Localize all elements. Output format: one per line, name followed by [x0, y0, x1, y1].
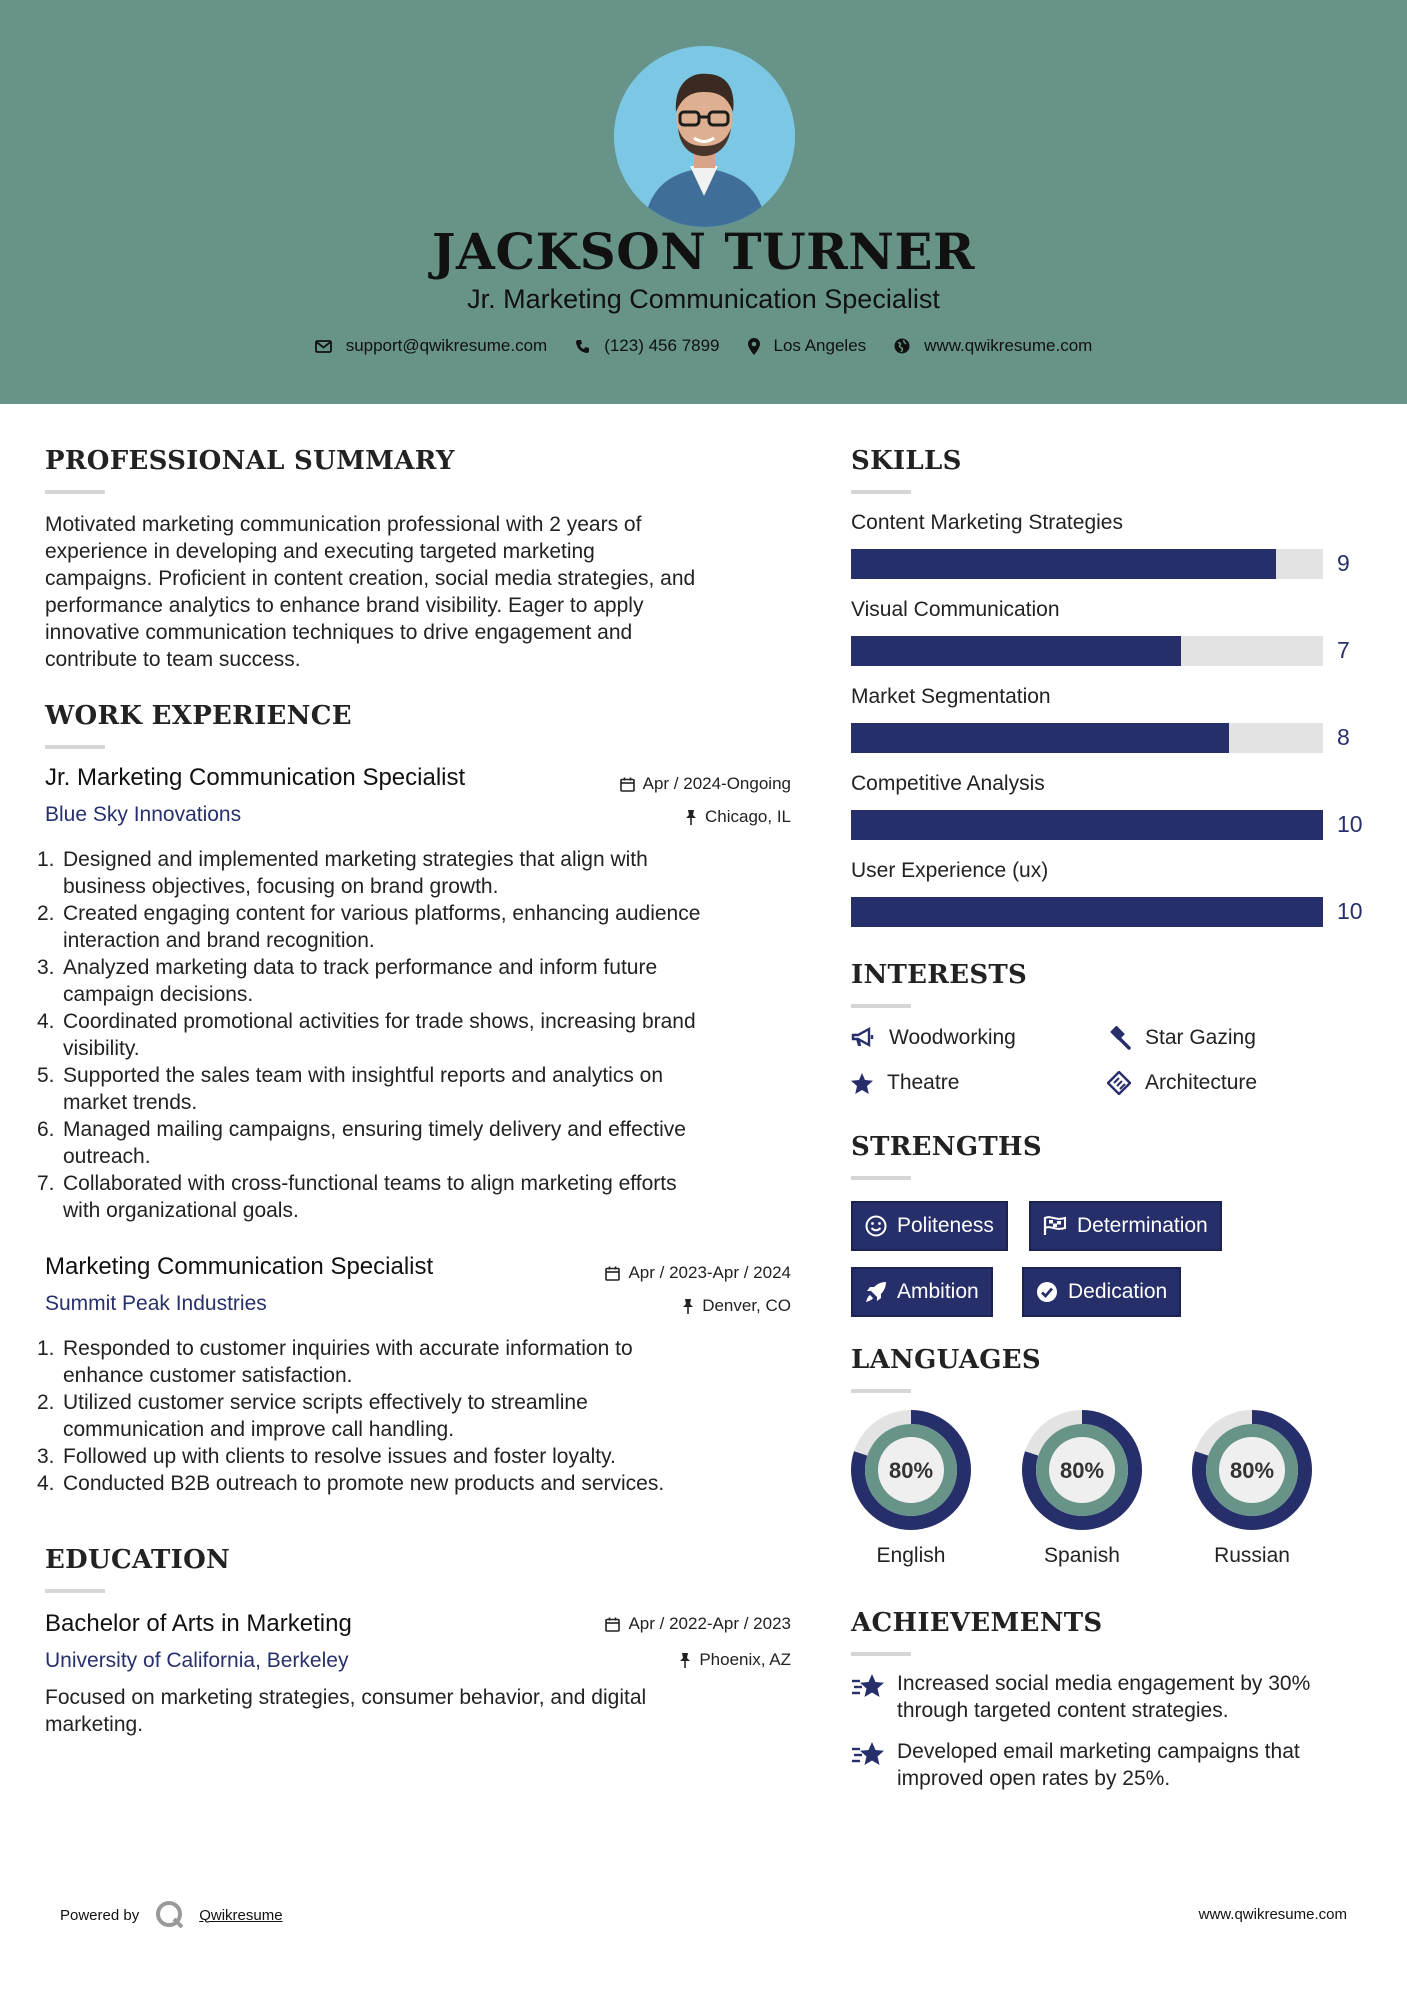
job-bullets [37, 1335, 805, 1497]
list-line: business objectives, focusing on brand growth. [63, 875, 499, 898]
contact-website-text: www.qwikresume.com [924, 336, 1093, 355]
skill-value: 7 [1337, 637, 1350, 663]
map-pin-icon [748, 338, 760, 355]
phone-icon [575, 339, 590, 354]
list-line: visibility. [63, 1037, 140, 1060]
calendar-icon [605, 1266, 620, 1281]
summary-line: performance analytics to enhance brand visibility. Eager to apply [45, 594, 644, 617]
job-dates [500, 1263, 791, 1283]
globe-icon [894, 338, 910, 354]
list-number: 7. [37, 1172, 55, 1195]
candidate-name: JACKSON TURNER [431, 222, 976, 281]
list-line: Analyzed marketing data to track performance and inform future [63, 956, 658, 979]
interests-underline [851, 1004, 911, 1008]
education-dates-text: Apr / 2022-Apr / 2023 [628, 1614, 791, 1633]
job-dates [500, 774, 791, 794]
calendar-icon [605, 1617, 620, 1632]
smile-icon [865, 1215, 887, 1237]
job-dates-text: Apr / 2024-Ongoing [642, 774, 791, 793]
education-line: Focused on marketing strategies, consumer behavior, and digital [45, 1686, 647, 1709]
interests-heading: INTERESTS [851, 960, 1028, 990]
pushpin-icon [685, 809, 697, 825]
summary-heading: PROFESSIONAL SUMMARY [45, 446, 455, 476]
qwikresume-logo-icon [155, 1900, 185, 1930]
contact-location-text: Los Angeles [773, 336, 867, 355]
list-number: 6. [37, 1118, 55, 1141]
list-line: Followed up with clients to resolve issues and foster loyalty. [63, 1445, 616, 1468]
achievement-item [851, 1670, 1371, 1724]
skills-underline [851, 490, 911, 494]
list-line: Coordinated promotional activities for trade shows, increasing brand [63, 1010, 696, 1033]
contact-email[interactable] [315, 336, 548, 356]
list-line: Responded to customer inquiries with accurate information to [63, 1337, 633, 1360]
footer-powered-by [60, 1900, 283, 1930]
skill-value: 9 [1337, 550, 1350, 576]
list-number: 2. [37, 1391, 55, 1414]
degree-title: Bachelor of Arts in Marketing [45, 1610, 352, 1637]
summary-underline [45, 490, 105, 494]
interest-label: Theatre [887, 1071, 960, 1094]
list-line: interaction and brand recognition. [63, 929, 375, 952]
list-item [37, 954, 805, 1008]
summary-line: campaigns. Proficient in content creation, social media strategies, and [45, 567, 696, 590]
list-item [37, 846, 805, 900]
contact-website[interactable] [894, 336, 1092, 356]
skill-bar-track [851, 636, 1323, 666]
interest-item [851, 1026, 1016, 1050]
job-location-text: Chicago, IL [705, 807, 791, 826]
list-number: 1. [37, 848, 55, 871]
skills-heading: SKILLS [851, 446, 962, 476]
skill-label: Content Marketing Strategies [851, 511, 1123, 534]
education-location-text: Phoenix, AZ [699, 1650, 791, 1669]
job-bullets [37, 846, 805, 1224]
language-ring [850, 1409, 970, 1536]
list-line: Collaborated with cross-functional teams to align marketing efforts [63, 1172, 677, 1195]
job-title: Jr. Marketing Communication Specialist [45, 764, 466, 791]
language-progress-ring [1191, 1409, 1313, 1531]
strength-chip [851, 1201, 1008, 1251]
achievement-text [897, 1670, 1310, 1724]
skill-value: 8 [1337, 724, 1350, 750]
job-location-text: Denver, CO [702, 1296, 791, 1315]
experience-underline [45, 745, 105, 749]
summary-line: Motivated marketing communication professional with 2 years of [45, 513, 642, 536]
languages-heading: LANGUAGES [851, 1345, 1041, 1375]
skill-label: Competitive Analysis [851, 772, 1045, 795]
list-number: 5. [37, 1064, 55, 1087]
strength-label: Dedication [1068, 1280, 1168, 1303]
powered-by-text: Powered by [60, 1906, 140, 1924]
language-progress-ring [1021, 1409, 1143, 1531]
skill-label: Market Segmentation [851, 685, 1051, 708]
interest-label: Architecture [1145, 1071, 1258, 1094]
language-percent: 80% [888, 1458, 934, 1483]
list-line: Created engaging content for various platforms, enhancing audience [63, 902, 701, 925]
rocket-icon [865, 1281, 887, 1303]
contact-location [748, 336, 867, 356]
skill-bar-track [851, 810, 1323, 840]
achievement-item [851, 1738, 1371, 1792]
list-item [37, 1389, 805, 1443]
list-number: 3. [37, 1445, 55, 1468]
list-item [37, 900, 805, 954]
achievement-line: Increased social media engagement by 30% [897, 1672, 1311, 1695]
pushpin-icon [682, 1298, 694, 1314]
contact-email-text: support@qwikresume.com [345, 336, 548, 355]
list-number: 4. [37, 1472, 55, 1495]
list-item [37, 1170, 805, 1224]
avatar [614, 46, 795, 227]
qwikresume-link[interactable]: Qwikresume [199, 1906, 283, 1924]
check-circle-icon [1036, 1281, 1058, 1303]
list-item [37, 1116, 805, 1170]
experience-heading: WORK EXPERIENCE [45, 701, 352, 731]
summary-line: innovative communication techniques to drive engagement and [45, 621, 633, 644]
list-line: Conducted B2B outreach to promote new products and services. [63, 1472, 665, 1495]
footer-website[interactable]: www.qwikresume.com [1198, 1906, 1347, 1923]
language-ring [1021, 1409, 1141, 1536]
list-line: Designed and implemented marketing strategies that align with [63, 848, 648, 871]
list-line: communication and improve call handling. [63, 1418, 455, 1441]
skill-bar-track [851, 723, 1323, 753]
job-location [500, 807, 791, 827]
education-location [500, 1650, 791, 1670]
skill-bar-fill [851, 810, 1323, 840]
education-underline [45, 1589, 105, 1593]
interest-label: Star Gazing [1145, 1026, 1256, 1049]
skill-bar-fill [851, 723, 1229, 753]
interest-item [851, 1071, 959, 1095]
list-item [37, 1008, 805, 1062]
education-heading: EDUCATION [45, 1545, 231, 1575]
shooting-star-icon [851, 1672, 885, 1700]
achievement-line: Developed email marketing campaigns that [897, 1740, 1300, 1763]
language-label: English [876, 1544, 946, 1567]
skill-bar-fill [851, 636, 1181, 666]
list-number: 2. [37, 902, 55, 925]
education-description [45, 1684, 805, 1738]
language-percent: 80% [1059, 1458, 1105, 1483]
strength-chip [1029, 1201, 1222, 1251]
strength-label: Ambition [897, 1280, 979, 1303]
language-label: Russian [1214, 1544, 1290, 1567]
list-line: Supported the sales team with insightful reports and analytics on [63, 1064, 664, 1087]
list-line: campaign decisions. [63, 983, 254, 1006]
interest-item [1107, 1071, 1257, 1095]
education-line: marketing. [45, 1713, 144, 1736]
contact-phone[interactable] [575, 336, 719, 356]
skill-bar-track [851, 897, 1323, 927]
education-dates [500, 1614, 791, 1634]
envelope-icon [315, 340, 332, 353]
calendar-icon [620, 777, 635, 792]
list-line: market trends. [63, 1091, 198, 1114]
achievement-line: through targeted content strategies. [897, 1699, 1229, 1722]
skill-label: User Experience (ux) [851, 859, 1049, 882]
list-number: 3. [37, 956, 55, 979]
achievements-underline [851, 1652, 911, 1656]
strength-label: Politeness [897, 1214, 994, 1237]
company-name: Summit Peak Industries [45, 1292, 267, 1315]
interest-label: Woodworking [889, 1026, 1016, 1049]
summary-line: contribute to team success. [45, 648, 301, 671]
profile-photo-icon [614, 46, 795, 227]
list-line: Utilized customer service scripts effectively to streamline [63, 1391, 588, 1414]
strength-chip [1022, 1267, 1181, 1317]
shooting-star-icon [851, 1740, 885, 1768]
list-number: 4. [37, 1010, 55, 1033]
interest-item [1107, 1026, 1256, 1050]
contact-bar [0, 336, 1407, 356]
achievements-heading: ACHIEVEMENTS [851, 1608, 1103, 1638]
skill-value: 10 [1337, 811, 1363, 837]
list-line: enhance customer satisfaction. [63, 1364, 353, 1387]
school-name: University of California, Berkeley [45, 1649, 349, 1672]
job-location [500, 1296, 791, 1316]
language-label: Spanish [1044, 1544, 1120, 1567]
summary-line: experience in developing and executing targeted marketing [45, 540, 595, 563]
list-line: outreach. [63, 1145, 151, 1168]
gavel-icon [1107, 1026, 1131, 1050]
skill-bar-fill [851, 897, 1323, 927]
strengths-heading: STRENGTHS [851, 1132, 1042, 1162]
languages-underline [851, 1389, 911, 1393]
list-item [37, 1470, 805, 1497]
job-title: Marketing Communication Specialist [45, 1253, 434, 1280]
list-item [37, 1062, 805, 1116]
list-item [37, 1335, 805, 1389]
pushpin-icon [679, 1652, 691, 1668]
skill-label: Visual Communication [851, 598, 1060, 621]
skill-bar-fill [851, 549, 1276, 579]
job-dates-text: Apr / 2023-Apr / 2024 [628, 1263, 791, 1282]
flag-icon [1043, 1216, 1067, 1236]
skill-bar-track [851, 549, 1323, 579]
achievement-text [897, 1738, 1300, 1792]
achievement-line: improved open rates by 25%. [897, 1767, 1171, 1790]
skill-value: 10 [1337, 898, 1363, 924]
strength-chip [851, 1267, 993, 1317]
strengths-underline [851, 1176, 911, 1180]
company-name: Blue Sky Innovations [45, 803, 242, 826]
language-percent: 80% [1229, 1458, 1275, 1483]
list-item [37, 1443, 805, 1470]
megaphone-icon [851, 1027, 875, 1049]
candidate-title: Jr. Marketing Communication Specialist [467, 284, 940, 314]
list-line: with organizational goals. [63, 1199, 299, 1222]
header-banner [0, 0, 1407, 404]
list-number: 1. [37, 1337, 55, 1360]
list-line: Managed mailing campaigns, ensuring timely delivery and effective [63, 1118, 686, 1141]
ticket-icon [1107, 1071, 1131, 1095]
summary-text [45, 511, 805, 673]
strength-label: Determination [1077, 1214, 1208, 1237]
contact-phone-text: (123) 456 7899 [604, 336, 720, 355]
star-icon [851, 1073, 873, 1094]
language-progress-ring [850, 1409, 972, 1531]
language-ring [1191, 1409, 1311, 1536]
